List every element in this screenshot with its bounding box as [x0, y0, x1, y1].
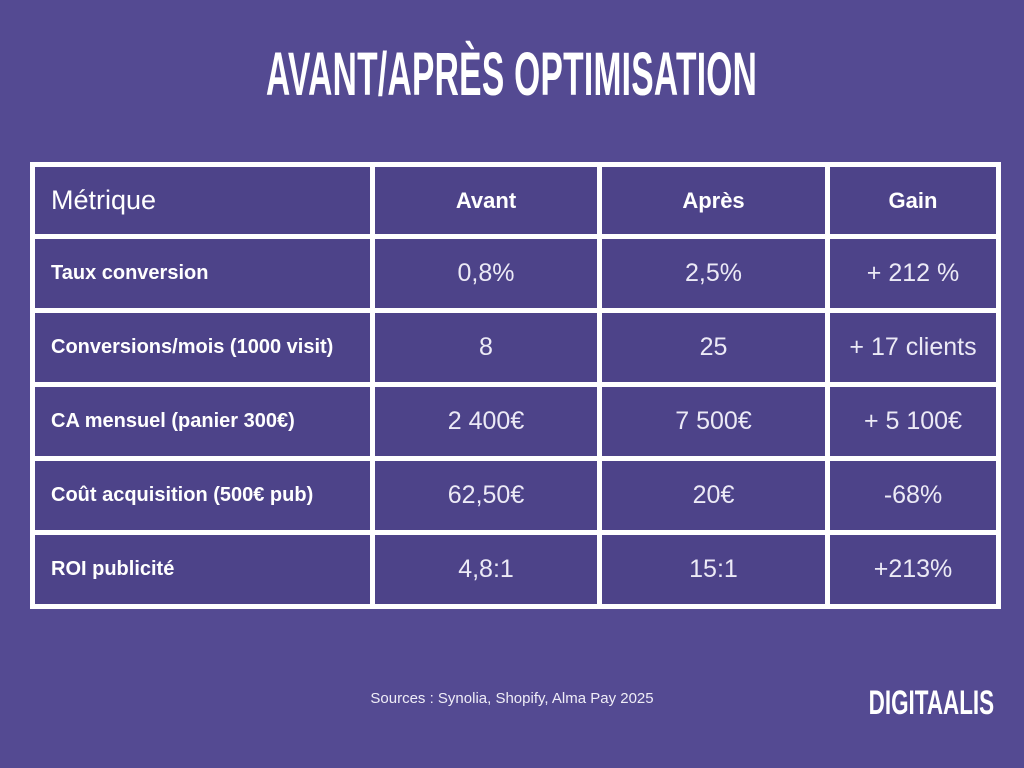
metric-label: CA mensuel (panier 300€) [33, 385, 373, 459]
brand-logo [804, 686, 994, 720]
apres-value: 25 [600, 311, 828, 385]
gain-value: + 5 100€ [828, 385, 999, 459]
sources-text: Sources : Synolia, Shopify, Alma Pay 2025 [370, 690, 654, 707]
table-row [33, 237, 999, 311]
metric-label: ROI publicité [33, 533, 373, 607]
avant-value: 4,8:1 [373, 533, 600, 607]
column-header-apres: Après [600, 165, 828, 237]
comparison-table [30, 162, 1001, 609]
metric-label: Taux conversion [33, 237, 373, 311]
apres-value: 2,5% [600, 237, 828, 311]
gain-value: +213% [828, 533, 999, 607]
avant-value: 0,8% [373, 237, 600, 311]
table-row [33, 311, 999, 385]
avant-value: 62,50€ [373, 459, 600, 533]
avant-value: 2 400€ [373, 385, 600, 459]
apres-value: 15:1 [600, 533, 828, 607]
table-row [33, 533, 999, 607]
metric-label: Conversions/mois (1000 visit) [33, 311, 373, 385]
avant-value: 8 [373, 311, 600, 385]
gain-value: + 212 % [828, 237, 999, 311]
metric-label: Coût acquisition (500€ pub) [33, 459, 373, 533]
table-row [33, 459, 999, 533]
table-header-row [33, 165, 999, 237]
gain-value: -68% [828, 459, 999, 533]
apres-value: 7 500€ [600, 385, 828, 459]
apres-value: 20€ [600, 459, 828, 533]
page-title [0, 40, 1024, 108]
column-header-gain: Gain [828, 165, 999, 237]
table-row [33, 385, 999, 459]
page-title-text: AVANT/APRÈS OPTIMISATION [266, 40, 758, 108]
column-header-avant: Avant [373, 165, 600, 237]
brand-logo-text: DIGITAALIS [868, 684, 994, 722]
gain-value: + 17 clients [828, 311, 999, 385]
column-header-metrique: Métrique [33, 165, 373, 237]
